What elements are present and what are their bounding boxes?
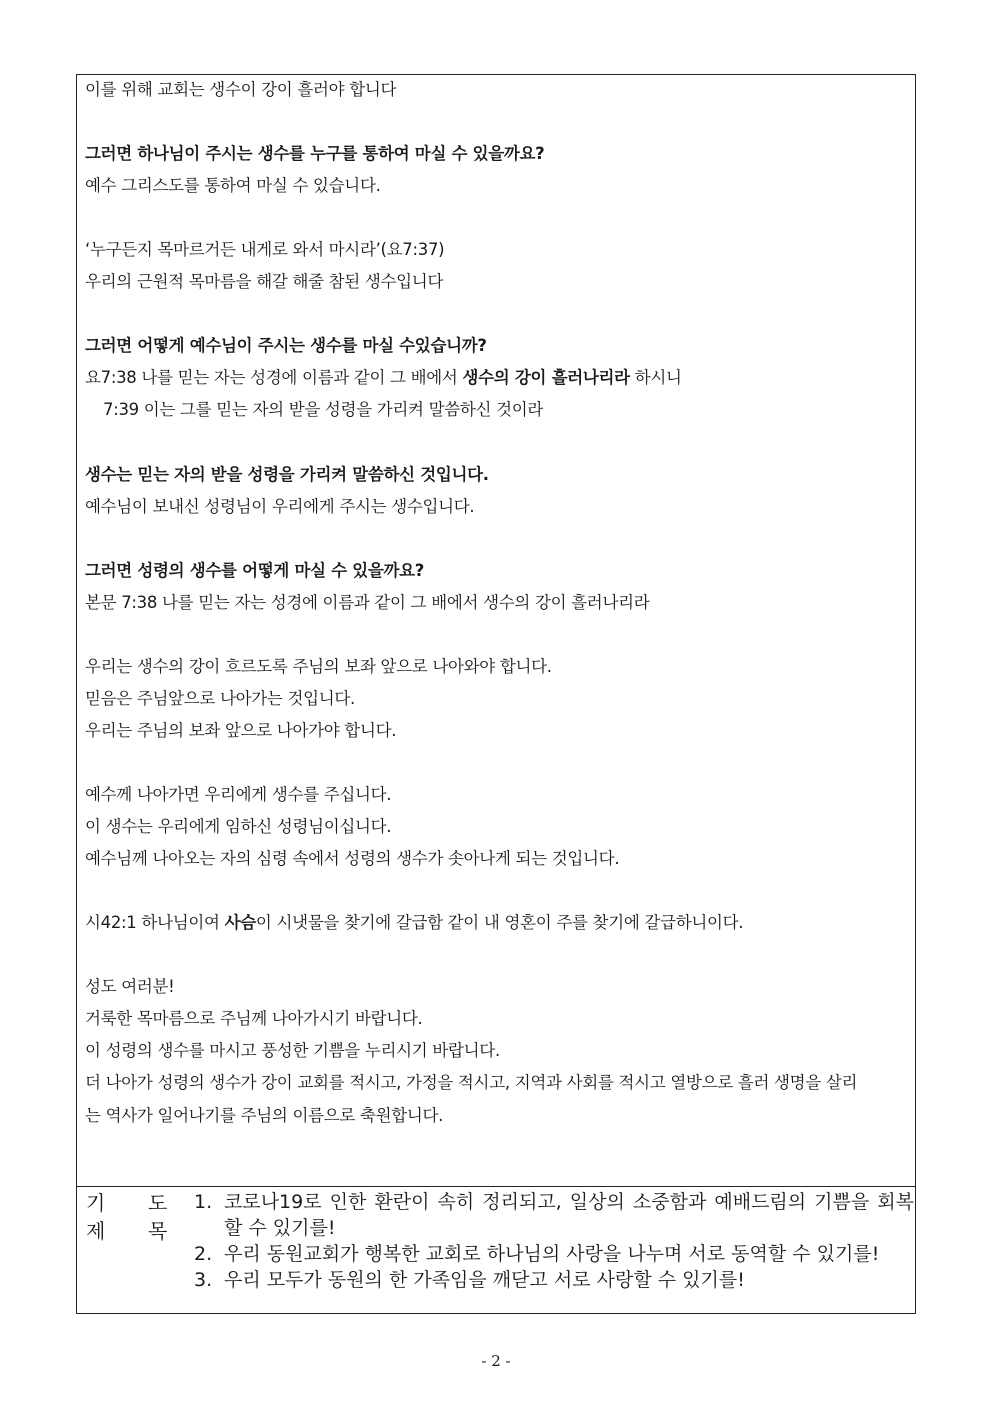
prayer-title-char: 도 [148, 1191, 168, 1215]
sermon-line: 예수님께 나아오는 자의 심령 속에서 성령의 생수가 솟아나게 되는 것입니다. [85, 849, 620, 869]
sermon-line: 우리는 생수의 강이 흐르도록 주님의 보좌 앞으로 나아와야 합니다. [85, 656, 552, 676]
blank-line [85, 106, 913, 138]
prayer-title-char: 제 [86, 1219, 106, 1243]
verse-text: 요7:38 나를 믿는 자는 성경에 이름과 같이 그 배에서 [85, 368, 463, 388]
sermon-line: 예수께 나아가면 우리에게 생수를 주십니다. [85, 785, 392, 805]
prayer-item-text: 코로나19로 인한 환란이 속히 정리되고, 일상의 소중함과 예배드림의 기쁨을 회복할 수 있기를! [224, 1191, 914, 1239]
blank-line [85, 619, 913, 651]
prayer-item-text: 우리 동원교회가 행복한 교회로 하나님의 사랑을 나누며 서로 동역할 수 있기를! [224, 1243, 880, 1265]
sermon-line: 우리의 근원적 목마름을 해갈 해줄 참된 생수입니다 [85, 272, 444, 292]
blank-line [85, 523, 913, 555]
prayer-item-number: 3. [194, 1269, 213, 1291]
sermon-line: 예수님이 보내신 성령님이 우리에게 주시는 생수입니다. [85, 496, 475, 516]
blank-line [85, 939, 913, 971]
sermon-body [85, 74, 913, 1132]
sermon-line: 는 역사가 일어나기를 주님의 이름으로 축원합니다. [85, 1105, 444, 1125]
page-number: - 2 - [481, 1352, 511, 1370]
sermon-line: 더 나아가 성령의 생수가 강이 교회를 적시고, 가정을 적시고, 지역과 사회를 적시고 열방으로 흘러 생명을 살리 [85, 1073, 858, 1093]
sermon-question: 그러면 어떻게 예수님이 주시는 생수를 마실 수있습니까? [85, 336, 487, 356]
blank-line [85, 875, 913, 907]
scripture-verse: 7:39 이는 그를 믿는 자의 받을 성령을 가리켜 말씀하신 것이라 [103, 400, 544, 420]
blank-line [85, 298, 913, 330]
blank-line [85, 202, 913, 234]
prayer-item-number: 1. [194, 1191, 213, 1213]
scripture-verse: 본문 7:38 나를 믿는 자는 성경에 이름과 같이 그 배에서 생수의 강이 흘러나리라 [85, 592, 650, 612]
verse-text: 이 시냇물을 찾기에 갈급함 같이 내 영혼이 주를 찾기에 갈급하니이다. [255, 913, 744, 933]
sermon-question: 그러면 하나님이 주시는 생수를 누구를 통하여 마실 수 있을까요? [85, 144, 545, 164]
sermon-line: 거룩한 목마름으로 주님께 나아가시기 바랍니다. [85, 1009, 423, 1029]
prayer-item-number: 2. [194, 1243, 213, 1265]
prayer-section [76, 1186, 916, 1314]
sermon-line: 믿음은 주님앞으로 나아가는 것입니다. [85, 688, 356, 708]
prayer-item [194, 1189, 914, 1241]
prayer-item [194, 1267, 914, 1293]
verse-emphasis: 사슴 [224, 913, 256, 933]
sermon-line: 우리는 주님의 보좌 앞으로 나아가야 합니다. [85, 720, 397, 740]
sermon-emphasis: 생수는 믿는 자의 받을 성령을 가리켜 말씀하신 것입니다. [85, 464, 489, 484]
sermon-line: 이 성령의 생수를 마시고 풍성한 기쁨을 누리시기 바랍니다. [85, 1041, 500, 1061]
verse-text: 시42:1 하나님이여 [85, 913, 225, 933]
verse-emphasis: 생수의 강이 흘러나리라 [462, 368, 630, 388]
sermon-line: 성도 여러분! [85, 977, 175, 997]
blank-line [85, 427, 913, 459]
sermon-question: 그러면 성령의 생수를 어떻게 마실 수 있을까요? [85, 560, 425, 580]
sermon-line: 이 생수는 우리에게 임하신 성령님이십니다. [85, 817, 392, 837]
scripture-verse [85, 362, 913, 394]
prayer-item-text: 우리 모두가 동원의 한 가족임을 깨닫고 서로 사랑할 수 있기를! [224, 1269, 745, 1291]
prayer-item [194, 1241, 914, 1267]
blank-line [85, 747, 913, 779]
verse-text: 하시니 [629, 368, 682, 388]
scripture-quote: ‘누구든지 목마르거든 내게로 와서 마시라’(요7:37) [85, 240, 445, 260]
prayer-title-char: 목 [148, 1219, 168, 1243]
sermon-line: 예수 그리스도를 통하여 마실 수 있습니다. [85, 176, 381, 196]
scripture-verse [85, 907, 913, 939]
prayer-title-char: 기 [86, 1191, 106, 1215]
prayer-list [194, 1189, 914, 1293]
sermon-line: 이를 위해 교회는 생수이 강이 흘러야 합니다 [85, 80, 397, 99]
